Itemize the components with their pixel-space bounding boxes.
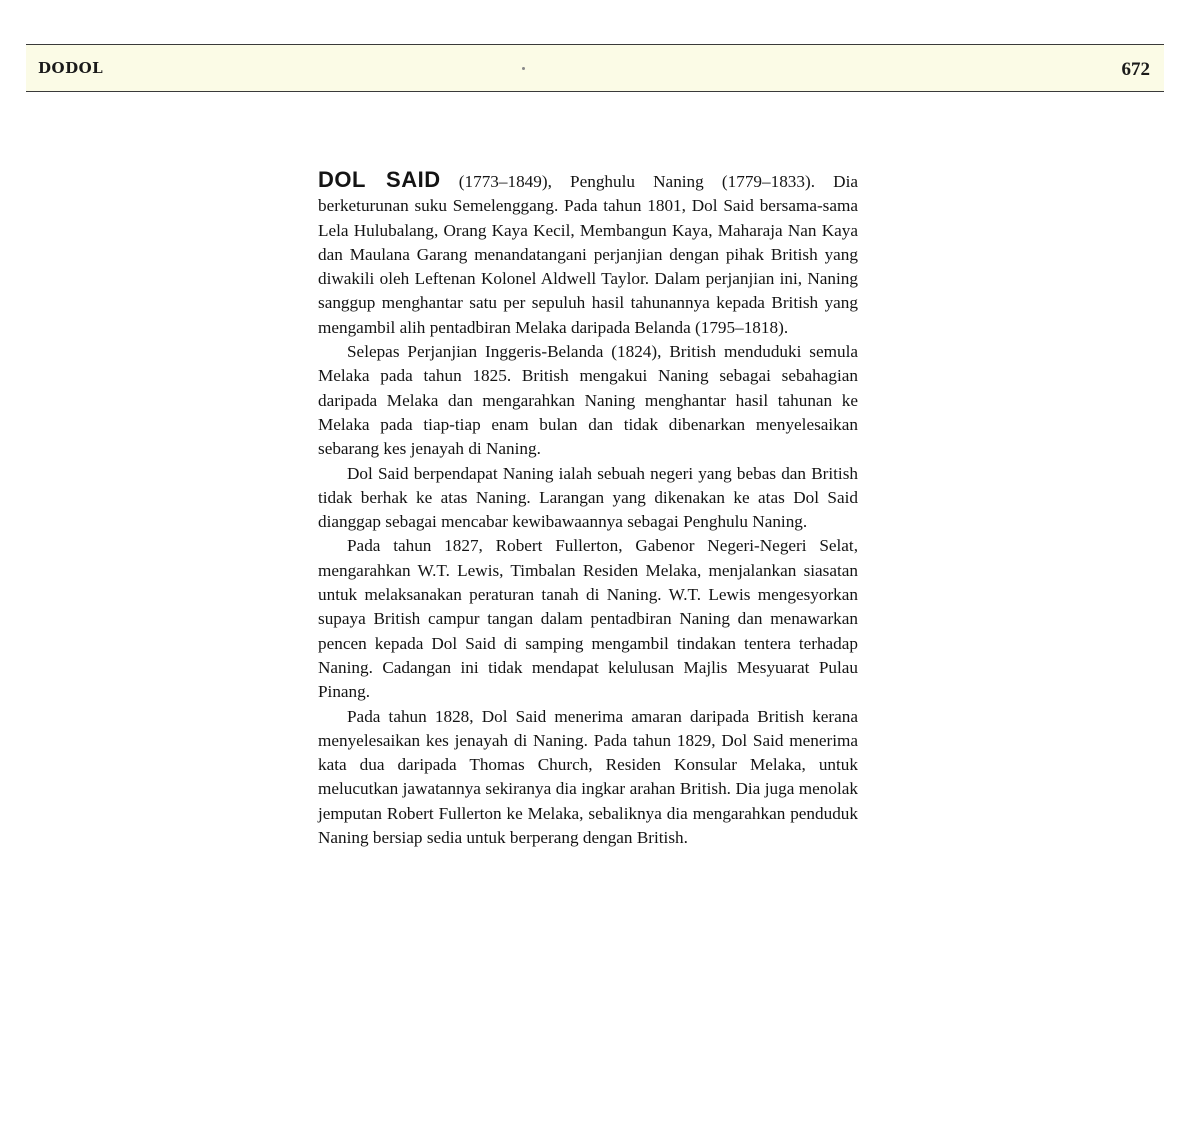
entry-paragraph: Pada tahun 1827, Robert Fullerton, Gabenor Negeri-Negeri Selat, mengarahkan W.T. Lewis, Timbalan Residen Melaka, menjalankan siasatan untuk melaksanakan peraturan tanah di Naning. W.T. Lewis mengesyorkan supaya British campur tangan dalam pentadbiran Naning dan menawarkan pencen kepada Dol Said di samping mengambil tindakan tentera terhadap Naning. Cadangan ini tidak mendapat kelulusan Majlis Mesyuarat Pulau Pinang. bbox=[318, 536, 858, 702]
entry-paragraph: Pada tahun 1828, Dol Said menerima amaran daripada British kerana menyelesaikan kes jenayah di Naning. Pada tahun 1829, Dol Said menerima kata dua daripada Thomas Church, Residen Konsular Melaka, untuk melucutkan jawatannya sekiranya dia ingkar arahan British. Dia juga menolak jemputan Robert Fullerton ke Melaka, sebaliknya dia mengarahkan penduduk Naning bersiap sedia untuk berperang dengan British. bbox=[318, 706, 858, 848]
encyclopedia-entry bbox=[318, 168, 858, 850]
entry-lead-text: (1773–1849), Penghulu Naning (1779–1833). Dia berketurunan suku Semelenggang. Pada tahun 1801, Dol Said bersama-sama Lela Hulubalang, Orang Kaya Kecil, Membangun Kaya, Maharaja Nan Kaya dan Maulana Garang menandatangani perjanjian dengan pihak British yang diwakili oleh Leftenan Kolonel Aldwell Taylor. Dalam perjanjian ini, Naning sanggup menghantar satu per sepuluh hasil tahunannya kepada British yang mengambil alih pentadbiran Melaka daripada Belanda (1795–1818). bbox=[318, 172, 858, 337]
entry-paragraph: Dol Said berpendapat Naning ialah sebuah negeri yang bebas dan British tidak berhak ke atas Naning. Larangan yang dikenakan ke atas Dol Said dianggap sebagai mencabar kewibawaannya sebagai Penghulu Naning. bbox=[318, 463, 858, 532]
running-header bbox=[26, 44, 1164, 92]
entry-paragraph: Selepas Perjanjian Inggeris-Belanda (1824), British menduduki semula Melaka pada tahun 1825. British mengakui Naning sebagai sebahagian daripada Melaka dan mengarahkan Naning menghantar hasil tahunan ke Melaka pada tiap-tiap enam bulan dan tidak dibenarkan menyelesaikan sebarang kes jenayah di Naning. bbox=[318, 342, 858, 459]
section-title: DODOL bbox=[38, 59, 104, 77]
header-dot-mark bbox=[522, 67, 525, 70]
page-number: 672 bbox=[1121, 59, 1150, 80]
entry-title: DOL SAID bbox=[318, 167, 441, 192]
entry-first-paragraph bbox=[318, 168, 858, 340]
